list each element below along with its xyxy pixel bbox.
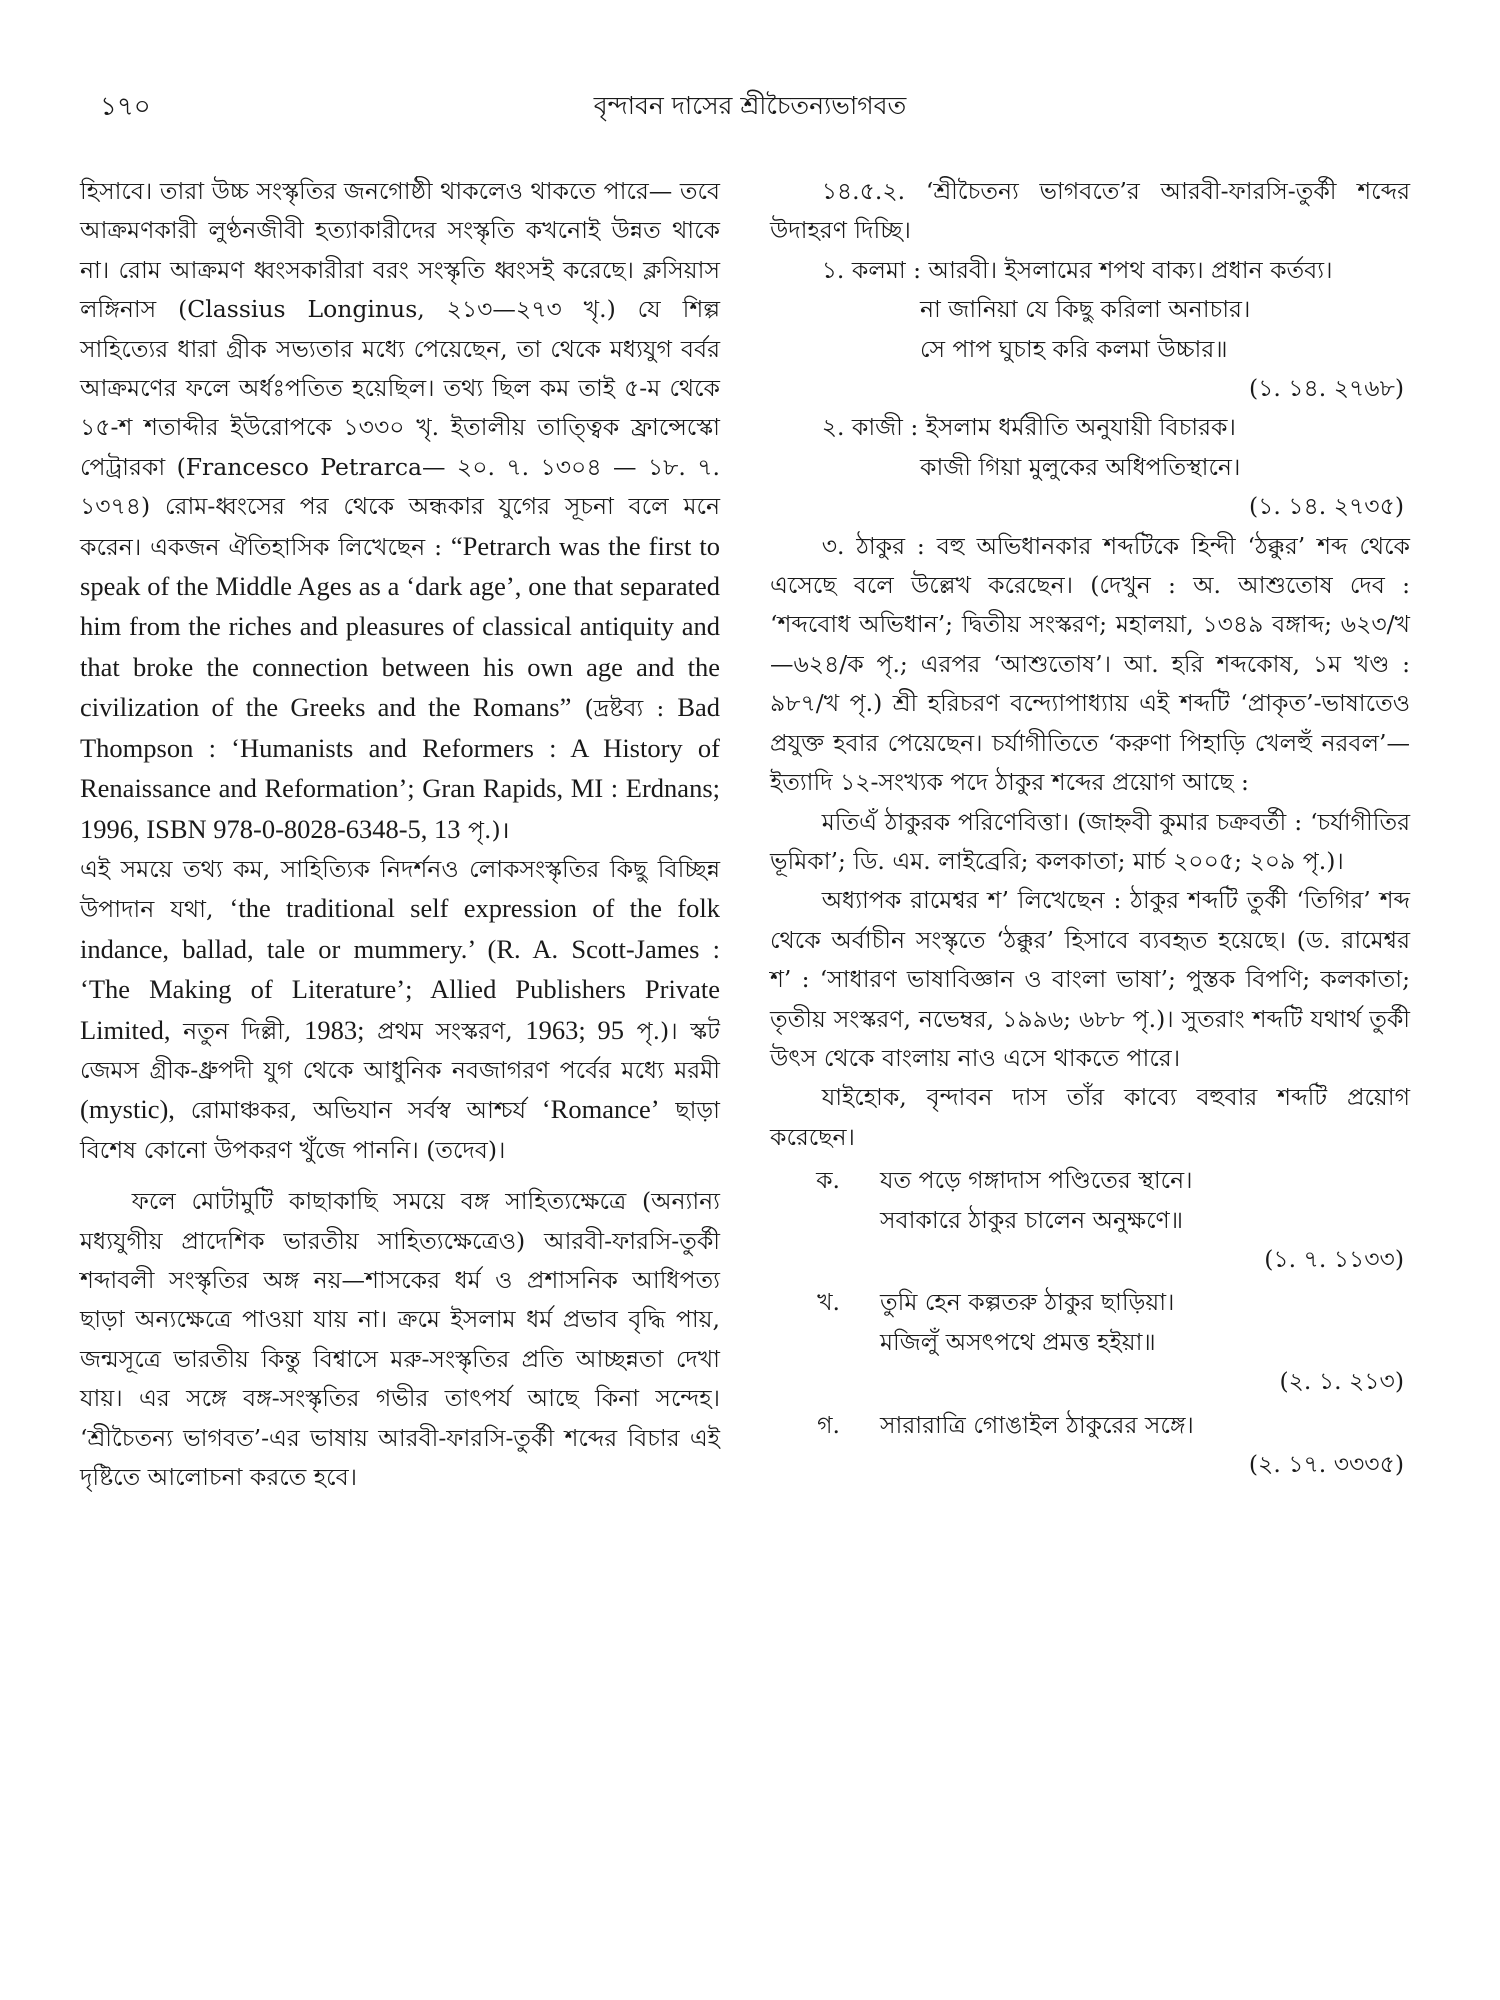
paragraph-usage: যাইহোক, বৃন্দাবন দাস তাঁর কাব্যে বহুবার শব্দটি প্রয়োগ করেছেন। [770,1083,1410,1151]
example-ga-reference: (২. ১৭. ৩৩৩৫) [1248,1450,1404,1478]
example-line: মজিলুঁ অসৎপথে প্রমত্ত হইয়া॥ [880,1327,1156,1356]
scott-james-quote: ‘the traditional self expression of the folk indance, ballad, tale or mummery.’ (R. A. Scott-James : ‘The Making of Literature’; Allied Publishers Private Limited, [80,893,720,1045]
folk-text-b: নতুন দিল্লী, [170,1016,305,1045]
folk-text-d: পৃ.)। স্কট জেমস গ্রীক-ধ্রুপদী যুগ থেকে আধুনিক নবজাগরণ পর্বের মধ্যে মরমী [80,1016,720,1084]
right-column [770,172,1410,1484]
running-head [100,86,1400,126]
kalma-verse-2: সে পাপ ঘুচাহ করি কলমা উচ্চার॥ [920,334,1228,363]
item-kazi: ২. কাজী : ইসলাম ধর্মরীতি অনুযায়ী বিচারক। [821,413,1236,442]
example-ga [770,1406,1410,1445]
example-line: সবাকারে ঠাকুর চালেন অনুক্ষণে॥ [880,1205,1184,1234]
romance-term: ‘Romance’ [541,1094,660,1125]
year-1963: 1963; 95 [525,1014,624,1045]
folk-text-f: ছাড়া বিশেষ কোনো উপকরণ খুঁজে পাননি। (তদেব)। [80,1096,720,1164]
example-label: খ. [817,1288,840,1317]
example-label: গ. [817,1410,840,1439]
citation-lead: (দ্রষ্টব্য : [571,694,678,723]
folk-text-e: রোমাঞ্চকর, অভিযান সর্বস্ব আশ্চর্য [174,1096,542,1125]
example-kha-reference: (২. ১. ২১৩) [1279,1367,1404,1396]
example-line: যত পড়ে গঙ্গাদাস পণ্ডিতের স্থানে। [880,1166,1193,1195]
mystic-term: (mystic), [80,1094,175,1125]
kazi-verse-1: কাজী গিয়া মুলুকের অধিপতিস্থানে। [920,452,1241,481]
example-line: সারারাত্রি গোঙাইল ঠাকুরের সঙ্গে। [880,1410,1194,1439]
example-kha [770,1283,1410,1362]
page-number: ১৭০ [100,92,151,122]
paragraph-dark-ages-text: হিসাবে। তারা উচ্চ সংস্কৃতির জনগোষ্ঠী থাকলেও থাকতে পারে— তবে আক্রমণকারী লুণ্ঠনজীবী হত্যাকারীদের সংস্কৃতি কখনোই উন্নত থাকে না। রোম আক্রমণ ধ্বংসকারীরা বরং সংস্কৃতি ধ্বংসই করেছে। ক্লসিয়াস লঙ্গিনাস (Classius Longinus, ২১৩—২৭৩ খৃ.) যে শিল্প সাহিত্যের ধারা গ্রীক সভ্যতার মধ্যে পেয়েছেন, তা থেকে মধ্যযুগ বর্বর আক্রমণের ফলে অর্ধঃপতিত হয়েছিল। তথ্য ছিল কম তাই ৫-ম থেকে ১৫-শ শতাব্দীর ইউরোপকে ১৩৩০ খৃ. ইতালীয় তাত্ত্বিক ফ্রান্সেস্কো পেট্রারকা (Francesco Petrarca— ২০. ৭. ১৩০৪ — ১৮. ৭. ১৩৭৪) রোম-ধ্বংসের পর থেকে অন্ধকার যুগের সূচনা বলে মনে করেন। একজন ঐতিহাসিক লিখেছেন : [80,177,720,561]
petrarch-quote: “Petrarch was the first to speak of the Middle Ages as a ‘dark age’, one that separated him from the riches and pleasures of classical antiquity and that broke the connection between his own age and the civilization of the Greeks and the Romans” [80,530,720,723]
year-1983: 1983; [304,1014,365,1045]
left-column [80,172,720,1497]
paragraph-dark-ages [80,172,720,850]
paragraph-folk-culture [80,850,720,1170]
book-title: বৃন্দাবন দাসের শ্রীচৈতন্যভাগবত [593,91,907,120]
item-thakur: ৩. ঠাকুর : বহু অভিধানকার শব্দটিকে হিন্দী ‘ঠক্কুর’ শব্দ থেকে এসেছে বলে উল্লেখ করেছেন। (দেখুন : অ. আশুতোষ দেব : ‘শব্দবোধ অভিধান’; দ্বিতীয় সংস্করণ; মহালয়া, ১৩৪৯ বঙ্গাব্দ; ৬২৩/খ—৬২৪/ক পৃ.; এরপর ‘আশুতোষ’। আ. হরি শব্দকোষ, ১ম খণ্ড : ৯৮৭/খ পৃ.) শ্রী হরিচরণ বন্দ্যোপাধ্যায় এই শব্দটি ‘প্রাকৃত’-ভাষাতেও প্রযুক্ত হবার পেয়েছেন। চর্যাগীতিতে ‘করুণা পিহাড়ি খেলহুঁ নরবল’—ইত্যাদি ১২-সংখ্যক পদে ঠাকুর শব্দের প্রয়োগ আছে : [770,531,1410,797]
citation-tail: পৃ.)। [460,815,510,844]
paragraph-arabic-persian: ফলে মোটামুটি কাছাকাছি সময়ে বঙ্গ সাহিত্যক্ষেত্রে (অন্যান্য মধ্যযুগীয় প্রাদেশিক ভারতীয় সাহিত্যক্ষেত্রেও) আরবী-ফারসি-তুর্কী শব্দাবলী সংস্কৃতির অঙ্গ নয়—শাসকের ধর্ম ও প্রশাসনিক আধিপত্য ছাড়া অন্যক্ষেত্রে পাওয়া যায় না। ক্রমে ইসলাম ধর্ম প্রভাব বৃদ্ধি পায়, জন্মসূত্রে ভারতীয় কিন্তু বিশ্বাসে মরু-সংস্কৃতির প্রতি আচ্ছন্নতা দেখা যায়। এর সঙ্গে বঙ্গ-সংস্কৃতির গভীর তাৎপর্য আছে কিনা সন্দেহ। ‘শ্রীচৈতন্য ভাগবত’-এর ভাষায় আরবী-ফারসি-তুর্কী শব্দের বিচার এই দৃষ্টিতে আলোচনা করতে হবে। [80,1187,721,1491]
kazi-reference: (১. ১৪. ২৭৩৫) [1248,492,1404,521]
folk-text-c: প্রথম সংস্করণ, [364,1016,526,1045]
example-ka-reference: (১. ৭. ১১৩৩) [1264,1244,1404,1273]
item-kalma: ১. কলমা : আরবী। ইসলামের শপথ বাক্য। প্রধান কর্তব্য। [821,255,1333,284]
paragraph-shaw: অধ্যাপক রামেশ্বর শ’ লিখেছেন : ঠাকুর শব্দটি তুর্কী ‘তিগির’ শব্দ থেকে অর্বাচীন সংস্কৃতে ‘ঠক্কুর’ হিসাবে ব্যবহৃত হয়েছে। (ড. রামেশ্বর শ’ : ‘সাধারণ ভাষাবিজ্ঞান ও বাংলা ভাষা’; পুস্তক বিপণি; কলকাতা; তৃতীয় সংস্করণ, নভেম্বর, ১৯৯৬; ৬৮৮ পৃ.)। সুতরাং শব্দটি যথার্থ তুর্কী উৎস থেকে বাংলায় নাও এসে থাকতে পারে। [770,886,1410,1072]
kalma-reference: (১. ১৪. ২৭৬৮) [1248,374,1404,403]
example-line: তুমি হেন কল্পতরু ঠাকুর ছাড়িয়া। [880,1288,1175,1317]
thompson-citation: Bad Thompson : ‘Humanists and Reformers : A History of Renaissance and Reformation’; Gran Rapids, MI : Erdnans; 1996, ISBN 978-0-8028-6348-5, 13 [80,692,720,844]
section-heading: ১৪.৫.২. ‘শ্রীচৈতন্য ভাগবতে’র আরবী-ফারসি-তুর্কী শব্দের উদাহরণ দিচ্ছি। [770,177,1410,245]
kalma-verse-1: না জানিয়া যে কিছু করিলা অনাচার। [920,295,1251,324]
example-label: ক. [816,1166,840,1195]
charyagiti-quote: মতিএঁ ঠাকুরক পরিণেবিত্তা। (জাহ্নবী কুমার চক্রবর্তী : ‘চর্যাগীতির ভূমিকা’; ডি. এম. লাইব্রেরি; কলকাতা; মার্চ ২০০৫; ২০৯ পৃ.)। [770,807,1410,875]
folk-text-a: এই সময়ে তথ্য কম, সাহিত্যিক নিদর্শনও লোকসংস্কৃতির কিছু বিচ্ছিন্ন উপাদান যথা, [80,854,720,924]
example-ka [770,1161,1410,1240]
